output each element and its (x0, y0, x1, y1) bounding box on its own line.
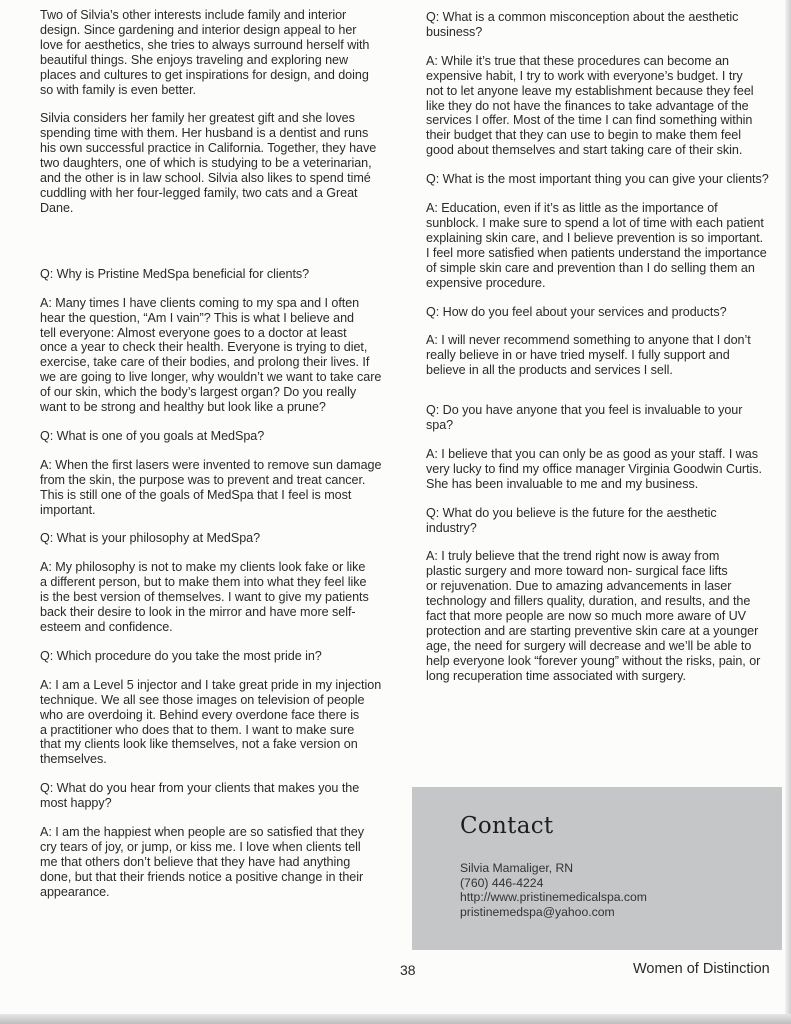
contact-phone: (760) 446-4224 (460, 875, 544, 890)
publication-title: Women of Distinction (633, 961, 770, 977)
contact-name: Silvia Mamaliger, RN (460, 861, 574, 875)
answer-invaluable: A: I believe that you can only be as good as your staff. I was very lucky to find my office manager Virginia Goodwin Curtis. She has been invaluable to me and my business. (426, 446, 762, 491)
question-most-important: Q: What is the most important thing you can give your clients? (426, 172, 769, 187)
question-services-products: Q: How do you feel about your services and products? (426, 304, 727, 319)
contact-heading: Contact (460, 813, 554, 839)
page-bottom-edge (0, 1014, 791, 1024)
left-column (40, 8, 406, 914)
intro-paragraph-interests: Two of Silvia’s other interests include family and interior design. Since gardening and interior design appeal to her love for aesthetics, she tries to always surround herself with beautiful things. She enjoys traveling and exploring new places and cultures to get inspirations for design, and doing so with family is even better. (40, 8, 370, 97)
answer-philosophy: A: My philosophy is not to make my clients look fake or like a different person, but to make them into what they feel like is the best version of themselves. I want to give my patients back their desire to look in the mirror and have more self- esteem and confidence. (40, 560, 369, 634)
right-column (426, 10, 788, 698)
question-goals: Q: What is one of you goals at MedSpa? (40, 428, 265, 443)
answer-pride: A: I am a Level 5 injector and I take great pride in my injection technique. We all see those images on television of people who are overdoing it. Behind every overdone face there is a practitioner who does that to them. I want to make sure that my clients look like themselves, not a fake version on themselves. (40, 677, 382, 767)
question-happy: Q: What do you hear from your clients that makes you the most happy? (40, 781, 360, 811)
answer-beneficial: A: Many times I have clients coming to my spa and I often hear the question, “Am I vain”? This is what I believe and tell everyone: Almost everyone goes to a doctor at least once a year to check their health. Everyone is trying to diet, exercise, take care of their bodies, and prolong their lives. If we are going to live longer, why wouldn’t we want to take care of our skin, which the body’s largest organ? Do you really want to be strong and healthy but look like a prune? (40, 295, 382, 415)
contact-details (460, 861, 647, 919)
answer-services-products: A: I will never recommend something to anyone that I don’t really believe in or have tried myself. I fully support and believe in all the products and services I sell. (426, 333, 751, 378)
question-pride: Q: Which procedure do you take the most pride in? (40, 648, 322, 663)
answer-happy: A: I am the happiest when people are so satisfied that they cry tears of joy, or jump, or kiss me. I love when clients tell me that others don’t believe that they have had anything done, but that their friends notice a positive change in their appearance. (40, 825, 364, 899)
intro-paragraph-family: Silvia considers her family her greatest gift and she loves spending time with them. Her husband is a dentist and runs his own successful practice in California. Together, they have two daughters, one of which is studying to be a veterinarian, and the other is in law school. Silvia also likes to spend timé cuddling with her four-legged family, two cats and a Great Dane. (40, 111, 377, 215)
question-beneficial: Q: Why is Pristine MedSpa beneficial for clients? (40, 266, 310, 281)
contact-website: http://www.pristinemedicalspa.com (460, 890, 647, 905)
question-future: Q: What do you believe is the future for the aesthetic industry? (426, 505, 717, 535)
answer-misconception: A: While it’s true that these procedures can become an expensive habit, I try to work with everyone’s budget. I try not to let anyone leave my establishment because they feel like they do not have the finances to take advantage of the services I offer. Most of the time I can find something within their budget that they can use to begin to make them feel good about themselves and start taking care of their skin. (426, 53, 754, 158)
question-misconception: Q: What is a common misconception about the aesthetic business? (426, 10, 739, 39)
question-philosophy: Q: What is your philosophy at MedSpa? (40, 531, 261, 546)
contact-email: pristinemedspa@yahoo.com (460, 904, 615, 919)
answer-future: A: I truly believe that the trend right now is away from plastic surgery and more toward non- surgical face lifts or rejuvenation. Due to amazing advancements in laser technology and fillers quality, duration, and results, and the fact that more people are now so much more aware of UV protection and are starting preventive skin care at a younger age, the need for surgery will decrease and we’ll be able to help everyone look “forever young” without the risks, pain, or long recuperation time associated with surgery. (426, 549, 761, 683)
answer-goals: A: When the first lasers were invented to remove sun damage from the skin, the purpose was to prevent and treat cancer. This is still one of the goals of MedSpa that I feel is most important. (40, 457, 382, 517)
contact-box (412, 787, 782, 950)
answer-most-important: A: Education, even if it’s as little as the importance of sunblock. I make sure to spend a lot of time with each patient explaining skin care, and I believe prevention is so important. I feel more satisfied when patients understand the importance of simple skin care and prevention than I do selling them an expensive procedure. (426, 201, 767, 290)
question-invaluable: Q: Do you have anyone that you feel is invaluable to your spa? (426, 403, 743, 433)
page-number: 38 (400, 962, 416, 978)
page-edge-shadow (785, 0, 791, 1024)
